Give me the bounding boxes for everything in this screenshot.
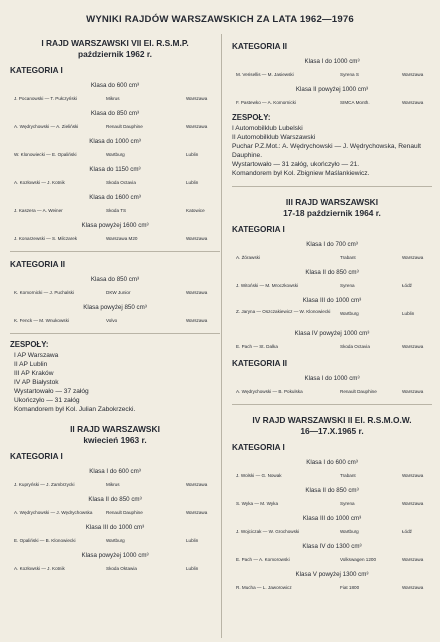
class-label: Klasa I do 600 cm³	[89, 468, 141, 475]
rally-3-cat-2-classes	[232, 375, 432, 396]
result-club: Warszawa	[186, 236, 208, 241]
result-car: Skoda Oktawia	[106, 566, 137, 571]
rally-3-category-2: KATEGORIA II	[232, 359, 288, 368]
result-club: Lublin	[186, 538, 199, 543]
result-row	[232, 583, 432, 592]
result-car: Renault Dauphine	[106, 510, 143, 515]
result-driver: E. Opaliński — B. Klonowiecki	[14, 538, 76, 543]
result-club: Lublin	[186, 152, 199, 157]
result-car: Wartburg	[340, 311, 359, 316]
result-car: Skoda Octavia	[340, 344, 370, 349]
result-row	[10, 94, 220, 103]
rally-2-cup: Puchar P.Z.Mot.: A. Wędrychowski — J. Wędrychowska, Renault Dauphine.	[232, 143, 421, 159]
result-car: Trabant	[340, 473, 356, 478]
team-line: II Automobilklub Warszawski	[232, 134, 316, 141]
result-car: DKW Junior	[106, 290, 131, 295]
rally-1-cat-2-classes	[10, 276, 220, 325]
result-club: Warszawa	[402, 557, 424, 562]
result-driver: J. Wojciczak — W. Grochowski	[236, 529, 300, 534]
result-club: Warszawa	[186, 124, 208, 129]
result-club: Warszawa	[402, 344, 424, 349]
class-label: Klasa III do 1000 cm³	[302, 297, 362, 304]
result-club: Warszawa	[186, 510, 208, 515]
rally-1-teams-heading: ZESPOŁY:	[10, 340, 49, 349]
column-divider	[221, 34, 222, 638]
result-driver: A. Wędrychowski — A. Zieliński	[14, 124, 79, 129]
result-row	[232, 555, 432, 564]
page-title: WYNIKI RAJDÓW WARSZAWSKICH ZA LATA 1962—1976	[86, 14, 354, 25]
rally-3-header	[232, 197, 432, 219]
class-label: Klasa II do 850 cm³	[305, 487, 359, 494]
result-car: Wartburg	[106, 538, 125, 543]
result-driver: J. Pocanowski — T. Pułczyński	[14, 96, 77, 101]
rally-3-date: 17-18 październik 1964 r.	[283, 208, 381, 218]
result-row	[10, 206, 220, 215]
class-label: Klasa I do 1000 cm³	[304, 375, 360, 382]
separator	[232, 404, 432, 405]
result-driver: R. Mucha — L. Jaworowicz	[236, 585, 292, 590]
rally-1-started: Wystartowało — 37 załóg	[14, 388, 89, 395]
team-line: III AP Kraków	[14, 370, 54, 377]
result-club: Łódź	[402, 283, 412, 288]
class-label: Klasa II do 850 cm³	[305, 269, 359, 276]
class-label: Klasa do 850 cm³	[90, 276, 140, 283]
result-driver: S. Wyka — M. Wyka	[236, 501, 279, 506]
rally-1-header	[10, 38, 220, 60]
result-row	[10, 316, 220, 325]
rally-1-finished: Ukończyło — 31 załóg	[14, 397, 80, 404]
result-car: Fiat 1800	[340, 585, 360, 590]
class-label: Klasa do 1000 cm³	[89, 138, 141, 145]
team-line: I AP Warszawa	[14, 352, 59, 359]
result-row	[232, 98, 432, 107]
result-club: Lublin	[186, 566, 199, 571]
result-row	[10, 508, 220, 517]
rally-4-date: 16—17.X.1965 r.	[300, 426, 364, 436]
result-row	[10, 178, 220, 187]
class-label: Klasa powyżej 1000 cm³	[81, 552, 149, 559]
result-driver: J. Kupryński — J. Zambrzycki	[14, 482, 75, 487]
rally-3-title: III RAJD WARSZAWSKI	[285, 197, 379, 207]
result-row	[232, 387, 432, 396]
class-label: Klasa I do 700 cm³	[306, 241, 358, 248]
result-car: Skoda Octavia	[106, 180, 136, 185]
result-row	[10, 480, 220, 489]
right-column	[232, 38, 432, 594]
class-label: Klasa IV powyżej 1000 cm³	[294, 330, 370, 337]
class-label: Klasa powyżej 1600 cm³	[81, 222, 149, 229]
rally-1-category-2: KATEGORIA II	[10, 260, 66, 269]
result-club: Warszawa	[402, 389, 424, 394]
rally-2-teams	[232, 124, 432, 178]
result-driver: A. Wędrychowski — B. Pokulska	[236, 389, 303, 394]
class-label: Klasa I do 600 cm³	[306, 459, 358, 466]
result-car: Volvo	[106, 318, 118, 323]
result-car: Warszawa M20	[106, 236, 138, 241]
result-car: Volkswagen 1200	[340, 557, 377, 562]
result-row	[10, 288, 220, 297]
result-club: Łódź	[402, 529, 412, 534]
result-driver: W. Klonowiecki — E. Opaliński	[14, 152, 77, 157]
result-club: Warszawa	[402, 255, 424, 260]
team-line: I Automobilklub Lubelski	[232, 125, 303, 132]
rally-2-category-1: KATEGORIA I	[10, 452, 63, 461]
result-car: Mikrus	[106, 96, 120, 101]
separator	[232, 186, 432, 187]
rally-4-header	[232, 415, 432, 437]
result-car: Mikrus	[106, 482, 120, 487]
rally-3-cat-1-classes	[232, 241, 432, 351]
result-driver: J. Wolski — G. Nowak	[236, 473, 282, 478]
rally-4-cat-1-classes	[232, 459, 432, 592]
result-row	[232, 342, 432, 351]
result-club: Warszawa	[402, 473, 424, 478]
rally-1-cat-1-classes	[10, 82, 220, 243]
rally-2-teams-heading: ZESPOŁY:	[232, 113, 271, 122]
result-car: Renault Dauphine	[106, 124, 143, 129]
result-club: Warszawa	[186, 96, 208, 101]
rally-1-commander: Komandorem był Kol. Julian Zabokrzecki.	[14, 406, 136, 413]
result-driver: A. Żórawski	[236, 255, 260, 260]
rally-1-category-1: KATEGORIA I	[10, 66, 63, 75]
result-driver: A. Wędrychowski — J. Wędrychowska	[14, 510, 93, 515]
result-car: Trabant	[340, 255, 356, 260]
rally-2-cat-1-classes	[10, 468, 220, 573]
result-car: Syrena	[340, 283, 355, 288]
separator	[10, 333, 220, 334]
result-driver: K. Fenck — M. Wnukowski	[14, 318, 69, 323]
class-label: Klasa do 850 cm³	[90, 110, 140, 117]
result-row	[10, 536, 220, 545]
result-car: Wartburg	[106, 152, 125, 157]
class-label: Klasa do 600 cm³	[90, 82, 140, 89]
result-row	[10, 150, 220, 159]
rally-2-title: II RAJD WARSZAWSKI	[70, 424, 160, 434]
result-driver: J. Witoński — M. Mroczkowski	[236, 283, 299, 288]
class-label: Klasa powyżej 850 cm³	[83, 304, 147, 311]
rally-2-category-2: KATEGORIA II	[232, 42, 288, 51]
class-label: Klasa II do 850 cm³	[88, 496, 142, 503]
rally-4-title: IV RAJD WARSZAWSKI II El. R.S.M.O.W.	[252, 415, 412, 425]
result-club: Lublin	[402, 311, 415, 316]
result-row	[10, 234, 220, 243]
rally-2-date: kwiecień 1963 r.	[83, 435, 147, 445]
result-row	[10, 564, 220, 573]
result-club: Katowice	[186, 208, 205, 213]
class-label: Klasa do 1150 cm³	[89, 166, 141, 173]
result-row	[232, 281, 432, 290]
rally-2-header	[10, 424, 220, 446]
rally-4-category-1: KATEGORIA I	[232, 443, 285, 452]
class-label: Klasa III do 1000 cm³	[302, 515, 362, 522]
result-club: Warszawa	[402, 72, 424, 77]
class-label: Klasa II powyżej 1000 cm³	[295, 86, 369, 93]
class-label: Klasa I do 1000 cm³	[304, 58, 360, 65]
result-club: Warszawa	[186, 290, 208, 295]
rally-1-title: I RAJD WARSZAWSKI VII El. R.S.M.P.	[41, 38, 189, 48]
result-driver: J. Konarzewski — S. Milczarek	[14, 236, 78, 241]
result-car: Renault Dauphine	[340, 389, 377, 394]
class-label: Klasa V powyżej 1300 cm³	[295, 571, 369, 578]
result-club: Warszawa	[186, 482, 208, 487]
rally-1-teams	[10, 351, 220, 414]
separator	[10, 251, 220, 252]
team-line: II AP Lublin	[14, 361, 48, 368]
result-driver: A. Kozłowski — J. Kotnik	[14, 180, 65, 185]
result-row	[232, 253, 432, 262]
result-driver: M. Verisellis — M. Jasiewski	[236, 72, 294, 77]
result-driver: K. Komornicki — J. Puchalski	[14, 290, 74, 295]
rally-2-cat-2-classes	[232, 58, 432, 107]
result-car: Syrena S	[340, 72, 359, 77]
result-row	[232, 471, 432, 480]
result-club: Warszawa	[186, 318, 208, 323]
result-row	[232, 70, 432, 79]
result-car: Syrena	[340, 501, 355, 506]
result-driver: A. Kozłowski — J. Kotnik	[14, 566, 65, 571]
left-column	[10, 38, 220, 575]
result-car: Wartburg	[340, 529, 359, 534]
result-club: Warszawa	[402, 100, 424, 105]
result-car: SIMCA Month.	[340, 100, 370, 105]
class-label: Klasa III do 1000 cm³	[85, 524, 145, 531]
rally-3-category-1: KATEGORIA I	[232, 225, 285, 234]
result-row	[232, 527, 432, 536]
result-row	[232, 499, 432, 508]
result-driver: F. Pastewko — A. Komornicki	[236, 100, 296, 105]
class-label: Klasa do 1600 cm³	[89, 194, 141, 201]
result-driver: E. Pach — A. Komorowski	[236, 557, 290, 562]
team-line: IV AP Białystok	[14, 379, 59, 386]
result-row	[232, 309, 432, 323]
result-driver: J. Kaszera — A. Weiner	[14, 208, 63, 213]
result-club: Lublin	[186, 180, 199, 185]
rally-2-result: Wystartowało — 31 załóg, ukończyło — 21.	[232, 161, 360, 168]
rally-2-commander: Komandorem był Kol. Zbigniew Maślankiewicz.	[232, 170, 370, 177]
result-car: Skoda TS	[106, 208, 127, 213]
result-row	[10, 122, 220, 131]
rally-1-date: październik 1962 r.	[77, 49, 153, 59]
result-driver: E. Pach — St. Dalka	[236, 344, 278, 349]
result-club: Warszawa	[402, 501, 424, 506]
result-club: Warszawa	[402, 585, 424, 590]
class-label: Klasa IV do 1300 cm³	[302, 543, 362, 550]
result-driver: Z. Jaryna — Oszczakiewicz — W. Klonowiecki	[236, 309, 331, 314]
